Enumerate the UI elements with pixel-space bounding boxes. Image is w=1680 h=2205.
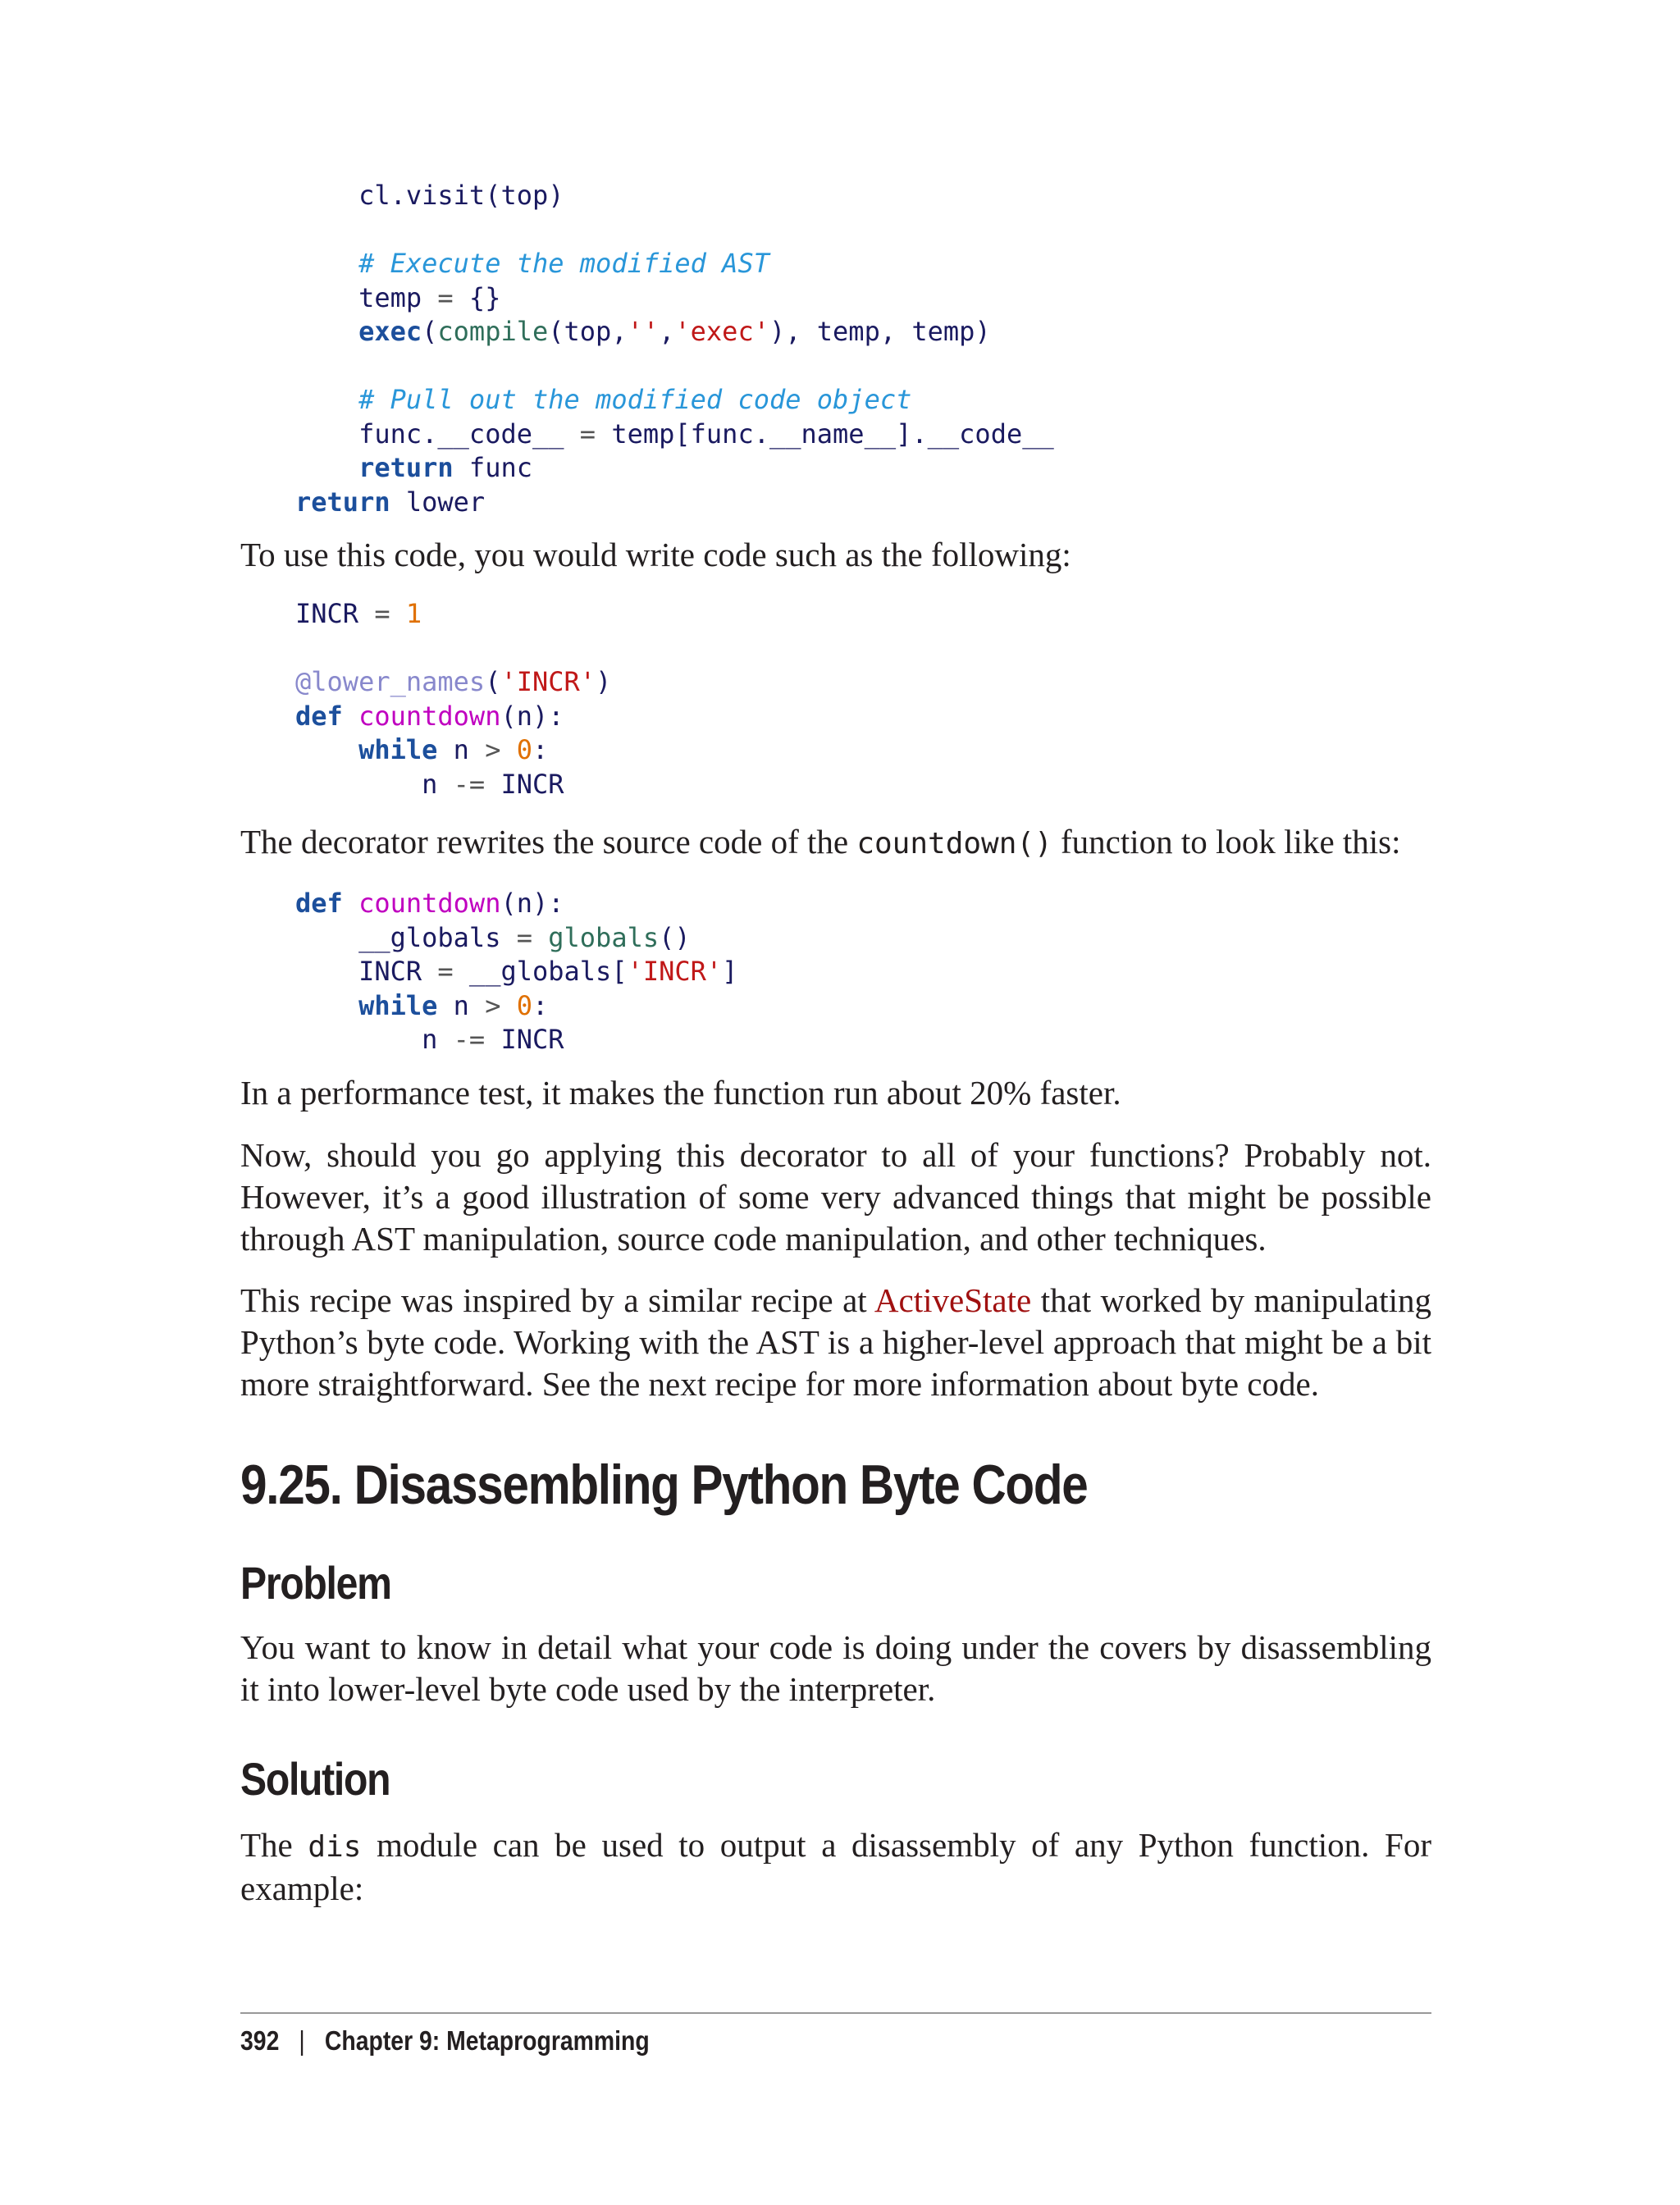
code-block-2: INCR = 1 @lower_names('INCR') def countdown(n): while n > 0: n -= INCR [295,598,612,800]
paragraph: You want to know in detail what your code is doing under the covers by disassembling it into lower-level byte code used by the interpreter. [240,1628,1431,1708]
code-block-1: cl.visit(top) # Execute the modified AST temp = {} exec(compile(top,'','exec'), temp, temp) # Pull out the modified code object func.__code__ = temp[func.__name__].__code__ return func return lower [295,180,1054,518]
paragraph: This recipe was inspired by a similar recipe at ActiveState that worked by manipulating Python’s byte code. Working with the AST is a higher-level approach that might be a bit more straightforward. See the next recipe for more information about byte code. [240,1281,1431,1403]
page-footer [240,2023,650,2059]
code-line: cl.visit(top) [295,180,564,211]
paragraph: Now, should you go applying this decorator to all of your functions? Probably not. However, it’s a good illustration of some very advanced things that might be possible through AST manipulation, source code manipulation, and other techniques. [240,1136,1431,1258]
footer-rule [240,2012,1431,2014]
inline-code: dis [308,1830,362,1864]
paragraph: The decorator rewrites the source code of the countdown() function to look like this: [240,823,1401,861]
paragraph: The dis module can be used to output a disassembly of any Python function. For example: [240,1826,1431,1907]
footer-separator: | [299,2025,305,2056]
chapter-title: Chapter 9: Metaprogramming [324,2025,650,2056]
paragraph: To use this code, you would write code such as the following: [240,536,1071,573]
activestate-link[interactable]: ActiveState [874,1281,1032,1319]
paragraph: In a performance test, it makes the function run about 20% faster. [240,1074,1121,1112]
code-block-3: def countdown(n): __globals = globals() INCR = __globals['INCR'] while n > 0: n -= INCR [295,888,738,1055]
section-title: 9.25. Disassembling Python Byte Code [240,1454,1088,1516]
page-number: 392 [240,2025,280,2056]
inline-code: countdown() [856,827,1052,861]
solution-heading: Solution [240,1753,390,1805]
problem-heading: Problem [240,1557,391,1609]
